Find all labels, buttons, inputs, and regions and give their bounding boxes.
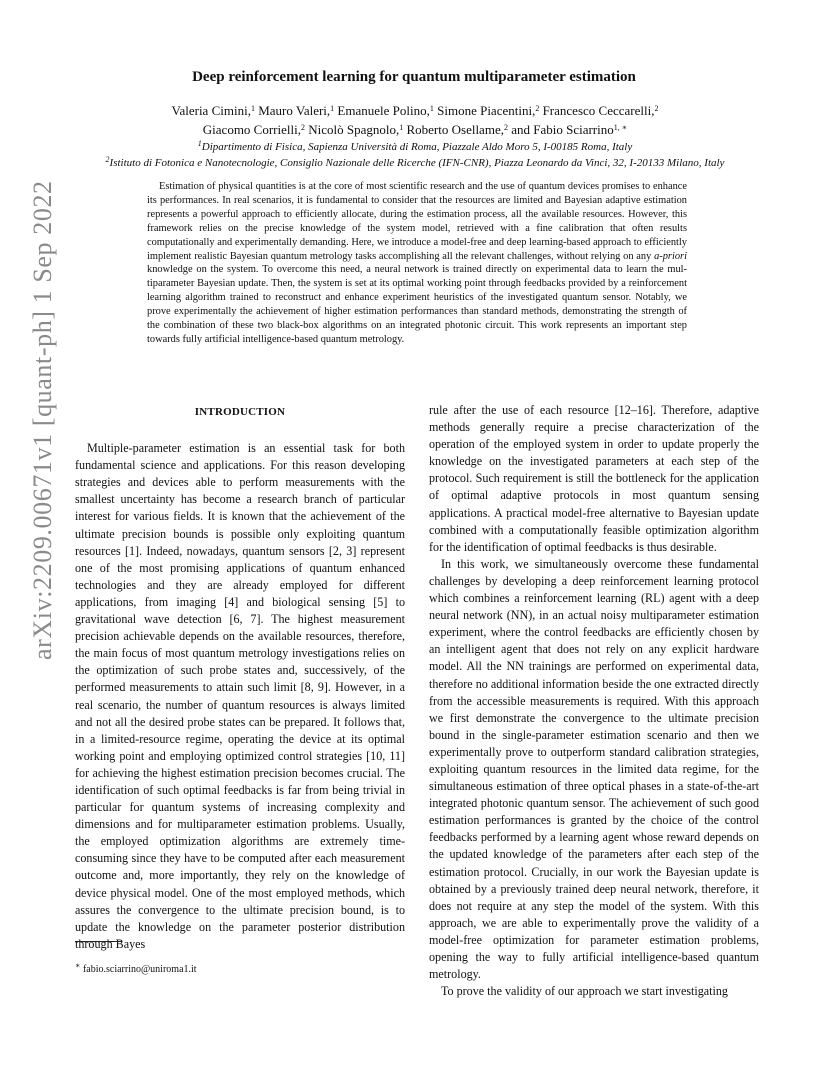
affiliation-2: [60, 157, 770, 169]
affiliation-text: Istituto di Fotonica e Nanotecnologie, Consiglio Nazionale delle Ricerche (IFN-CNR), Piazza Leonardo da Vinci, 32, I-20133 Milano, Italy: [109, 157, 725, 169]
abstract-emphasis: a-priori: [654, 250, 687, 262]
right-column: [429, 402, 759, 1000]
author-name: Valeria Cimini,: [171, 103, 251, 118]
author-list: [110, 101, 720, 139]
body-paragraph: To prove the validity of our approach we start investigating: [441, 984, 728, 999]
section-heading-introduction: INTRODUCTION: [194, 406, 286, 418]
abstract-text-part1: Estimation of physical quantities is at the core of most scientific research and the use of quantum devices promises to enhance its performances. In real scenarios, it is fundamental to consider that the resources are limited and Bayesian adaptive estimation represents a powerful approach to efficiently allocate, during the estimation process, all the available resources. However, this framework relies on the precise knowledge of the system model, retrieved with a fine calibration that often results computationally and experimentally demanding. Here, we introduce a model-free and deep learning-based approach to efficiently implement realistic Bayesian quantum metrology tasks accomplishing all the relevant challenges, without relying on any: [147, 181, 687, 262]
footnote: [75, 961, 197, 975]
author-name: and Fabio Sciarrino: [507, 122, 614, 137]
author-name: Emanuele Polino,: [334, 103, 430, 118]
author-affiliation-marker: 1: [429, 104, 434, 113]
affiliation-text: Dipartimento di Fisica, Sapienza Università di Roma, Piazzale Aldo Moro 5, I-00185 Roma, Italy: [201, 141, 633, 153]
footnote-marker: ∗: [75, 961, 81, 970]
author-affiliation-marker: 2: [654, 104, 659, 113]
paper-title: Deep reinforcement learning for quantum multiparameter estimation: [192, 69, 636, 85]
author-affiliation-marker: 2: [300, 123, 305, 132]
author-affiliation-marker: 2: [503, 123, 508, 132]
author-name: Roberto Osellame,: [403, 122, 504, 137]
author-name: Nicolò Spagnolo,: [304, 122, 400, 137]
author-affiliation-marker: 1: [399, 123, 404, 132]
body-paragraph: In this work, we simultaneously overcome these fundamental challenges by developing a deep reinforcement learning protocol which combines a reinforcement learning (RL) agent with a deep neural network (NN), in an actual noisy multiparameter estimation experiment, where the control feedbacks are efficiently chosen by an intelligent agent that does not rely on any explicit hardware model. All the NN trainings are performed on experimental data, therefore no additional information beside the one extracted directly from the accessible measurements is required. With this approach we first demonstrate the convergence to the ultimate precision bound in the single-parameter estimation scenario and then we experimentally prove to outperform standard calibration strategies, exploiting quantum resources in the limited data regime, for the simultaneous estimation of three optical phases in a state-of-the-art integrated photonic quantum sensor. The achievement of such good estimation performances is granted by the choice of the control feedbacks performed by a learning agent whose reward depends on the updated knowledge of the parameters after each step of the estimation protocol. Crucially, in our work the Bayesian update is obtained by a previously trained deep neural network, therefore, it does not require at any step the model of the system. With this approach, we are able to experimentally prove the validity of a model-free optimization for parameter estimation problems, opening the way to fully artificial intelligence-based quantum metrology.: [429, 556, 759, 982]
author-name: Mauro Valeri,: [254, 103, 331, 118]
body-paragraph: Multiple-parameter estimation is an essential task for both fundamental science and applications. For this reason developing strategies and devices able to perform measurements with the smallest uncertainty has become a research branch of particular interest for various fields. It is known that the achievement of the ultimate precision bounds is possible only exploiting quantum resources [1]. Indeed, nowadays, quantum sensors [2, 3] represent one of the most promising applications of quantum enhanced technologies and they are already employed for different applications, from imaging [4] and biological sensing [5] to gravitational wave detection [6, 7]. The highest measurement precision achievable depends on the available resources, therefore, the main focus of most quantum metrology investigations relies on the optimization of such probe states and, successively, of the performed measurements to attain such limit [8, 9]. However, in a real scenario, the number of quantum resources is always limited and not all the desired probe states can be prepared. It follows that, in a limited-resource regime, operating the device at its optimal working point and employing optimized control strategies [10, 11] for achieving the highest estimation precision becomes crucial. The identification of such optimal feedbacks is far from being trivial in particular for quantum systems of increasing complexity and dimensions and for multiparameter estimation problems. Usually, the employed optimization algorithms are extremely time-consuming since they have to be computed after each measurement outcome and, more importantly, they rely on the knowledge of device physical model. One of the most employed methods, which assures the convergence to the ultimate precision bound, is to update the knowledge on the parameter posterior distribution through Bayes: [75, 441, 405, 951]
arxiv-identifier-stamp: arXiv:2209.00671v1 [quant-ph] 1 Sep 2022: [28, 180, 57, 660]
author-affiliation-marker: 1, ∗: [613, 123, 628, 132]
affiliation-1: [60, 141, 770, 153]
affiliation-number: 2: [105, 155, 110, 164]
author-affiliation-marker: 2: [535, 104, 540, 113]
author-affiliation-marker: 1: [330, 104, 335, 113]
author-name: Simone Piacentini,: [433, 103, 536, 118]
corresponding-author-email: fabio.sciarrino@uniroma1.it: [80, 964, 197, 975]
abstract: [147, 180, 687, 347]
affiliation-number: 1: [197, 139, 202, 148]
body-paragraph: rule after the use of each resource [12–16]. Therefore, adaptive methods generally require a precise characterization of the operation of the employed system in order to update properly the knowledge on the investigated parameters at each step of the protocol. Such requirement is still the bottleneck for the application of optimal adaptive protocols in most quantum sensing applications. A practical model-free alternative to Bayesian update combined with a computationally feasible optimization algorithm for the identification of optimal feedbacks is thus desirable.: [429, 403, 759, 554]
author-affiliation-marker: 1: [250, 104, 255, 113]
author-name: Francesco Ceccarelli,: [539, 103, 655, 118]
author-name: Giacomo Corrielli,: [202, 122, 301, 137]
footnote-divider: [75, 941, 122, 942]
abstract-text-part2: knowledge on the system. To overcome this need, a neural network is trained directly on experimental data to learn the multiparameter Bayesian update. Then, the system is set at its optimal working point through feedbacks provided by a reinforcement learning algorithm trained to reconstruct and enhance experiment heuristics of the investigated quantum sensor. Notably, we prove experimentally the achievement of higher estimation performances than standard methods, demonstrating the strength of the combination of these two black-box algorithms on an integrated photonic circuit. This work represents an important step towards fully artificial intelligence-based quantum metrology.: [147, 264, 687, 345]
left-column: [75, 402, 405, 953]
